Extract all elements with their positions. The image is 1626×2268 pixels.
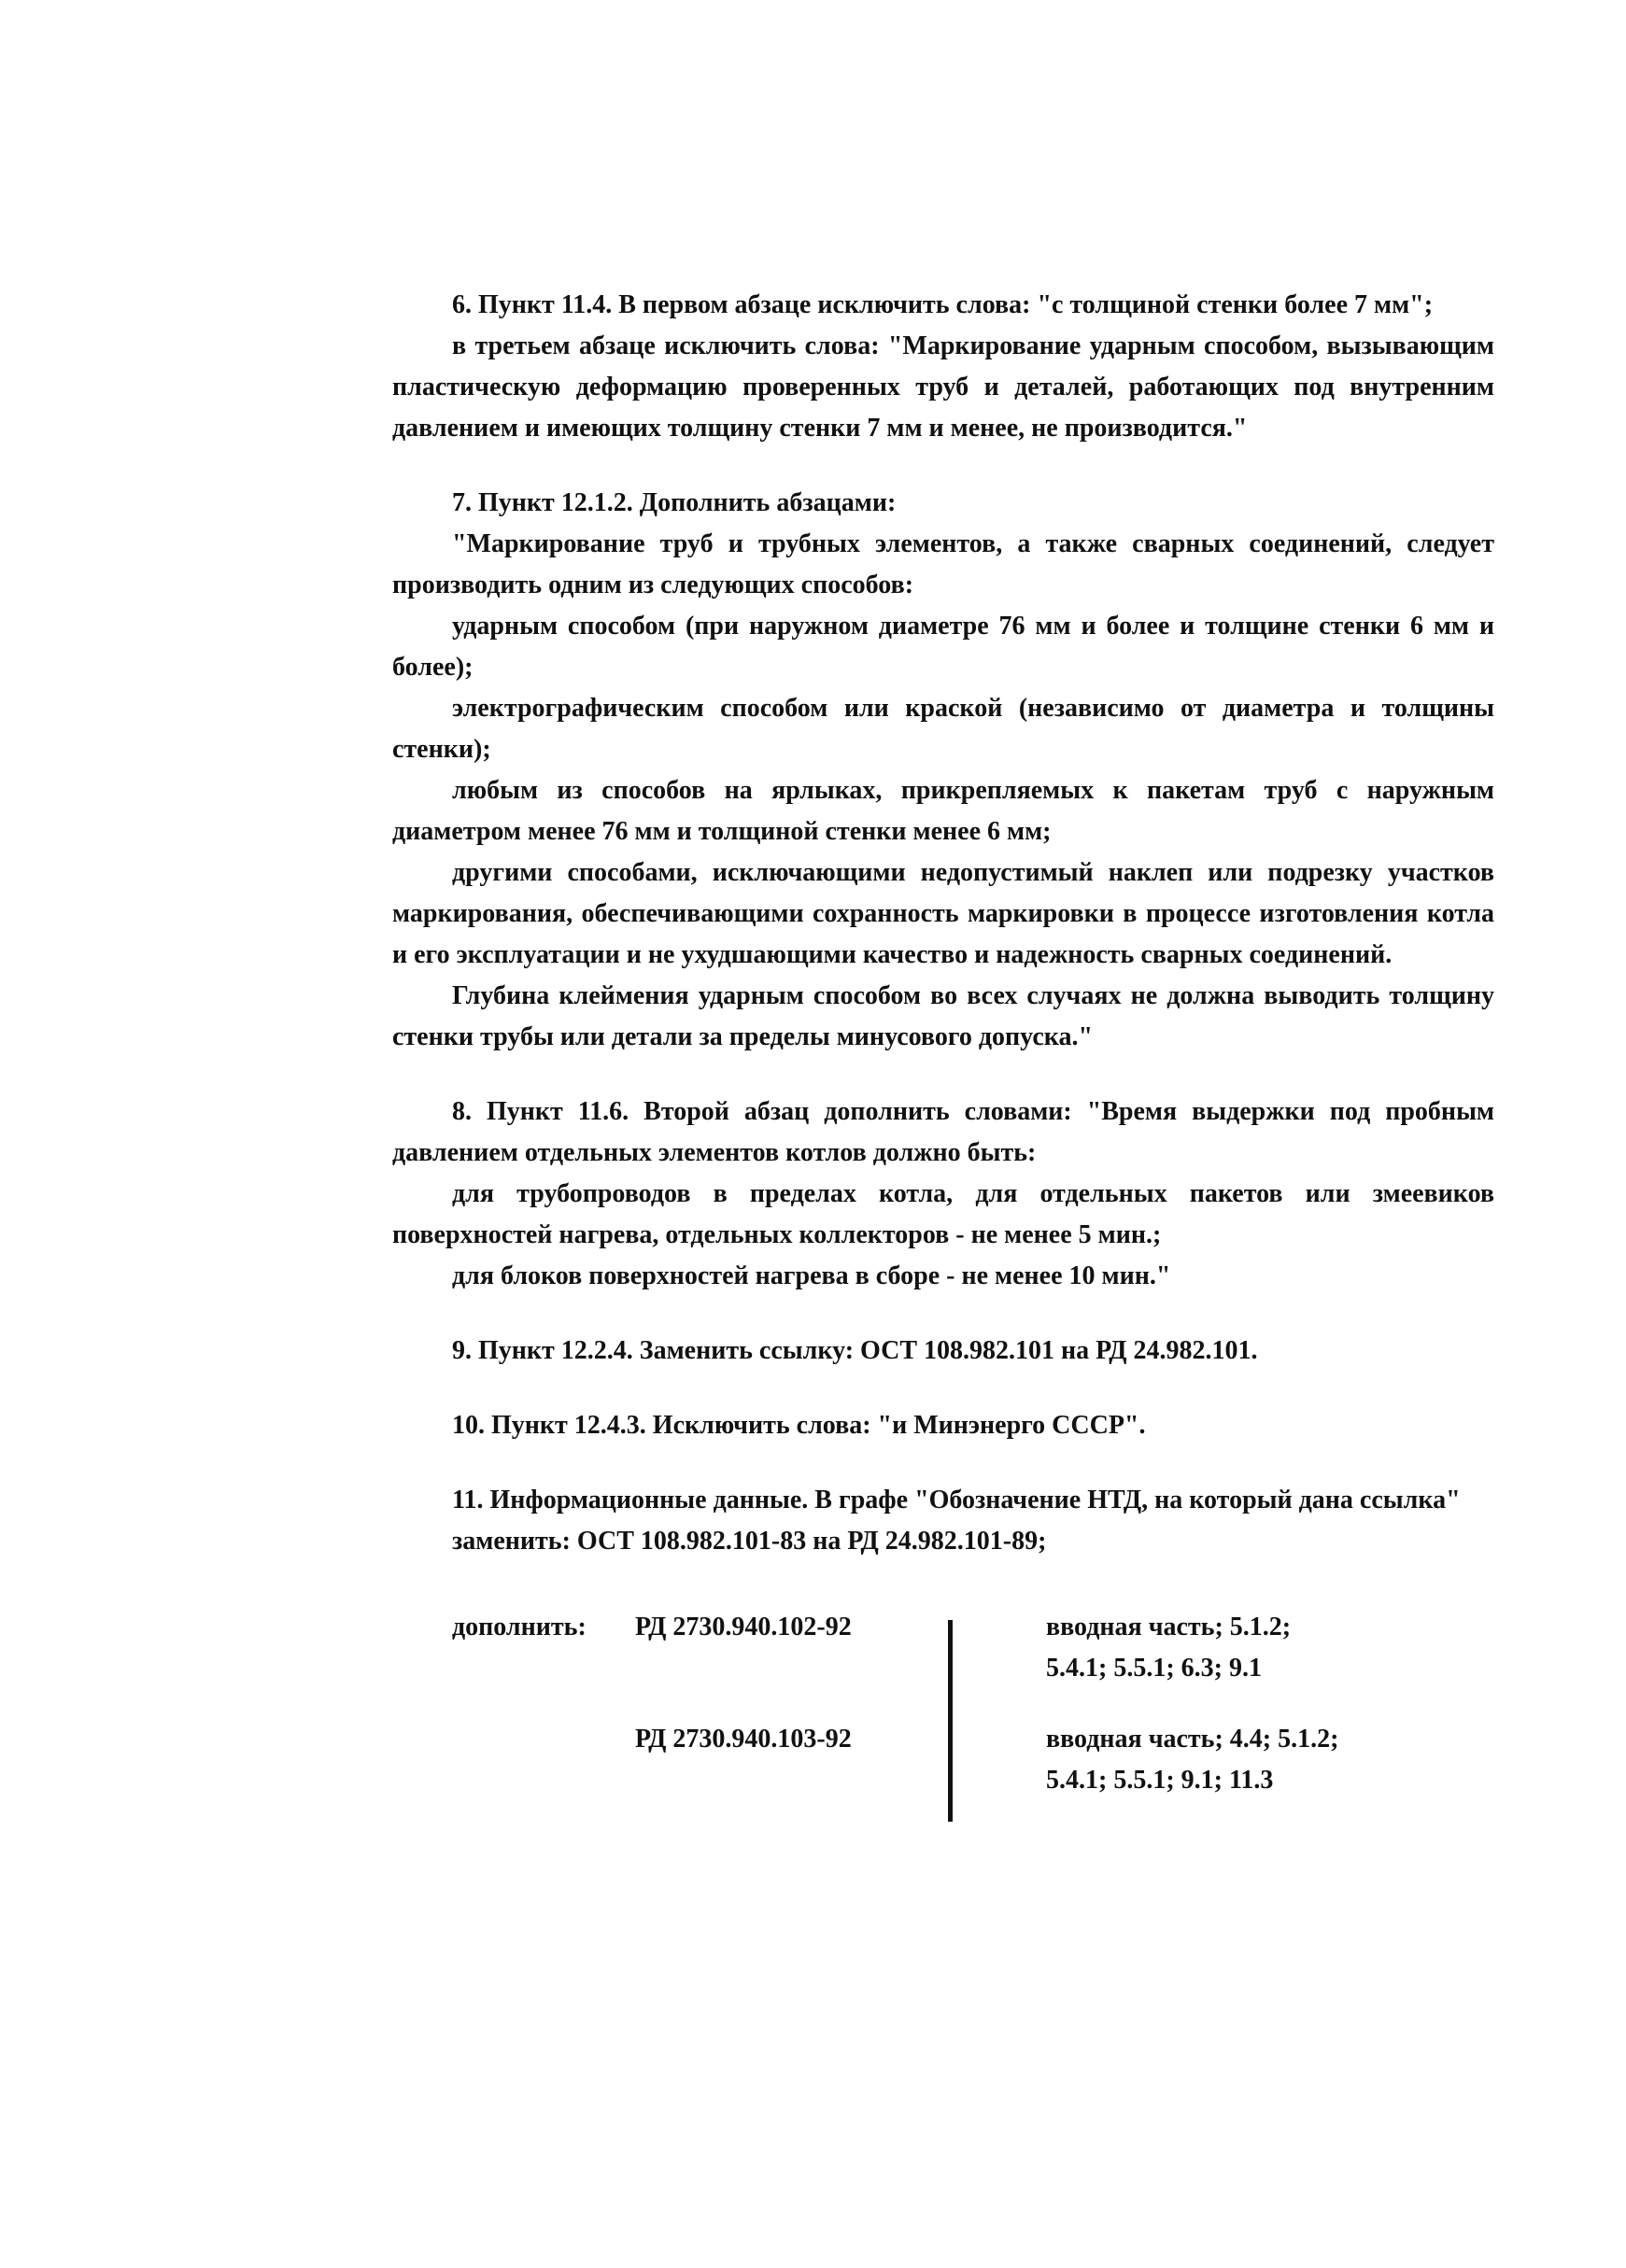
document-body bbox=[392, 285, 1494, 1822]
item-7-paragraph: "Маркирование труб и трубных элементов, а также сварных соединений, следует производить одним из следующих способов: bbox=[392, 529, 1494, 599]
item-6-heading: 6. Пункт 11.4. В первом абзаце исключить слова: "с толщиной стенки более 7 мм"; bbox=[452, 290, 1434, 319]
item-11 bbox=[392, 1480, 1494, 1562]
item-7 bbox=[392, 483, 1494, 1058]
table-refs-line: 5.4.1; 5.5.1; 9.1; 11.3 bbox=[1046, 1766, 1274, 1795]
item-7-paragraph: Глубина клеймения ударным способом во всех случаях не должна выводить толщину стенки трубы или детали за пределы минусового допуска." bbox=[392, 981, 1494, 1051]
item-9 bbox=[392, 1331, 1494, 1372]
table-row-refs bbox=[1046, 1719, 1338, 1801]
item-8-heading: 8. Пункт 11.6. Второй абзац дополнить словами: "Время выдержки под пробным давлением отдельных элементов котлов должно быть: bbox=[392, 1097, 1494, 1167]
item-7-paragraph: другими способами, исключающими недопустимый наклеп или подрезку участков маркирования, обеспечивающими сохранность маркировки в процессе изготовления котла и его эксплуатации и не ухудшающими качество и надежность сварных соединений. bbox=[392, 858, 1494, 969]
item-7-paragraph: электрографическим способом или краской (независимо от диаметра и толщины стенки); bbox=[392, 694, 1494, 764]
table-refs-line: 5.4.1; 5.5.1; 6.3; 9.1 bbox=[1046, 1654, 1262, 1683]
table-refs-line: вводная часть; 5.1.2; bbox=[1046, 1613, 1292, 1641]
item-7-paragraph: ударным способом (при наружном диаметре 76 мм и более и толщине стенки 6 мм и более); bbox=[392, 612, 1494, 682]
item-10-heading: 10. Пункт 12.4.3. Исключить слова: "и Минэнерго СССР". bbox=[452, 1411, 1146, 1440]
item-8 bbox=[392, 1092, 1494, 1297]
item-11-heading: 11. Информационные данные. В графе "Обозначение НТД, на который дана ссылка" bbox=[452, 1486, 1461, 1514]
table-refs-line: вводная часть; 4.4; 5.1.2; bbox=[1046, 1725, 1339, 1754]
table-row-doc: РД 2730.940.102-92 bbox=[635, 1613, 852, 1641]
item-8-paragraph: для блоков поверхностей нагрева в сборе - не менее 10 мин." bbox=[452, 1261, 1171, 1290]
item-7-heading: 7. Пункт 12.1.2. Дополнить абзацами: bbox=[452, 488, 897, 517]
item-8-paragraph: для трубопроводов в пределах котла, для отдельных пакетов или змеевиков поверхностей нагрева, отдельных коллекторов - не менее 5 мин.; bbox=[392, 1179, 1494, 1249]
item-9-heading: 9. Пункт 12.2.4. Заменить ссылку: ОСТ 108.982.101 на РД 24.982.101. bbox=[452, 1336, 1258, 1365]
table-label: дополнить: bbox=[452, 1613, 587, 1641]
table-divider bbox=[948, 1620, 953, 1822]
item-7-paragraph: любым из способов на ярлыках, прикрепляемых к пакетам труб с наружным диаметром менее 76 мм и толщиной стенки менее 6 мм; bbox=[392, 776, 1494, 846]
item-10 bbox=[392, 1405, 1494, 1446]
reference-table bbox=[392, 1607, 1494, 1822]
item-6 bbox=[392, 285, 1494, 449]
item-6-paragraph: в третьем абзаце исключить слова: "Маркирование ударным способом, вызывающим пластическую деформацию проверенных труб и деталей, работающих под внутренним давлением и имеющих толщину стенки 7 мм и менее, не производится." bbox=[392, 331, 1494, 443]
item-11-paragraph: заменить: ОСТ 108.982.101-83 на РД 24.982.101-89; bbox=[452, 1527, 1047, 1556]
table-row-refs bbox=[1046, 1607, 1291, 1689]
table-row-doc: РД 2730.940.103-92 bbox=[635, 1725, 852, 1754]
